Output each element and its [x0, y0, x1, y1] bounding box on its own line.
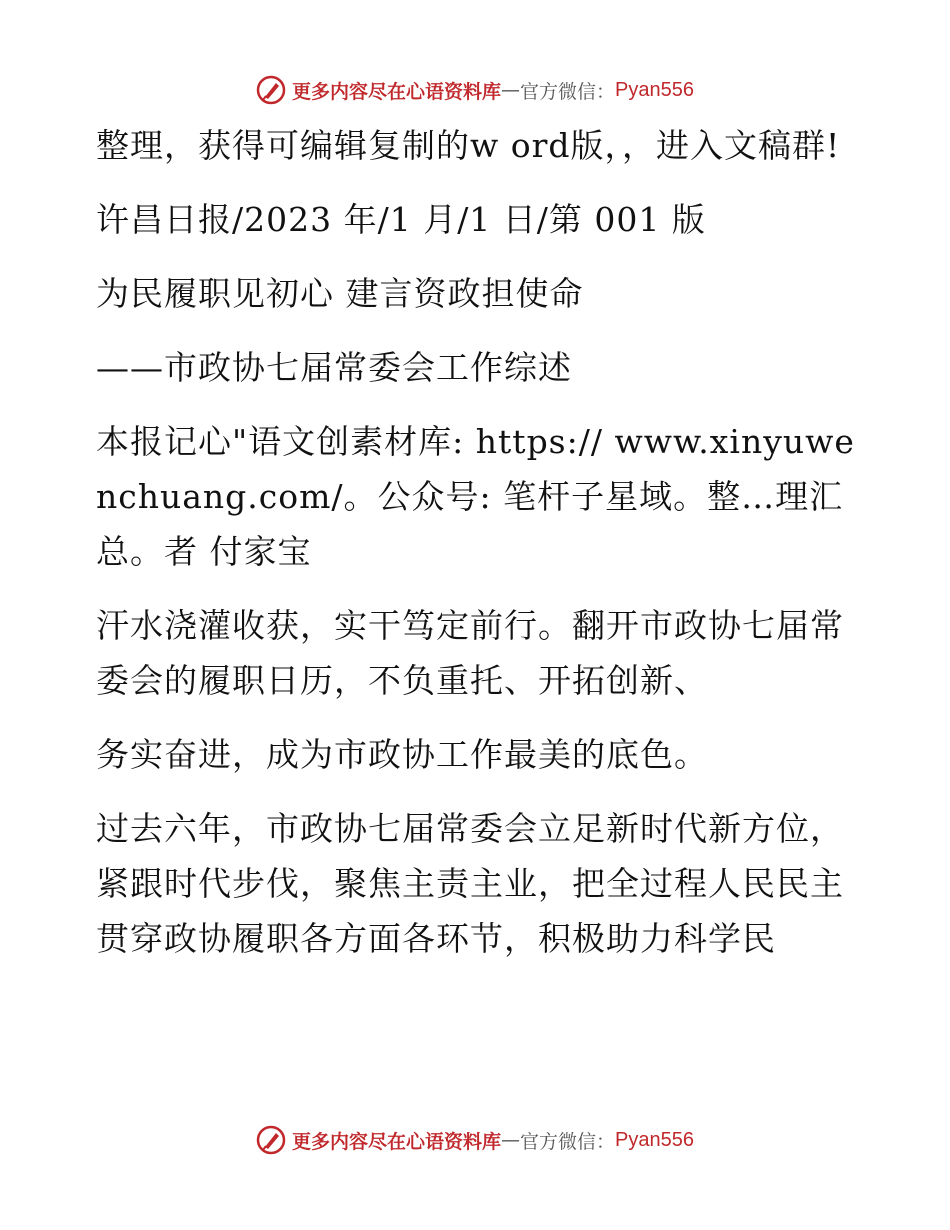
paragraph-body-3: 过去六年，市政协七届常委会立足新时代新方位，紧跟时代步伐，聚焦主责主业，把全过程人民民主贯穿政协履职各方面各环节，积极助力科学民 — [96, 809, 844, 958]
paragraph-byline: 本报记心"语文创素材库: https:// www.xinyuwenchuang.com/。公众号: 笔杆子星域。整…理汇总。者 付家宝 — [96, 422, 855, 571]
paragraph-source: 许昌日报/2023 年/1 月/1 日/第 001 版 — [96, 200, 706, 239]
banner-wechat-label: 官方微信： — [520, 1130, 616, 1153]
banner-wechat-id: Pyan556 — [615, 1128, 694, 1151]
banner-dash: — — [501, 1129, 521, 1151]
banner-main-text: 更多内容尽在心语资料库 — [292, 1130, 502, 1153]
banner-dash: — — [501, 79, 521, 101]
paragraph-title: 为民履职见初心 建言资政担使命 — [96, 274, 584, 313]
paragraph-body-2: 务实奋进，成为市政协工作最美的底色。 — [96, 735, 708, 774]
banner-wechat-id: Pyan556 — [615, 78, 694, 101]
banner-wechat-label: 官方微信： — [520, 80, 616, 103]
footer-watermark-banner — [0, 1120, 950, 1160]
header-watermark-banner — [0, 70, 950, 110]
paragraph-intro: 整理，获得可编辑复制的w ord版，，进入文稿群! — [96, 126, 841, 165]
quill-pen-logo-icon — [256, 75, 286, 105]
document-body — [96, 118, 866, 985]
quill-pen-logo-icon — [256, 1125, 286, 1155]
banner-main-text: 更多内容尽在心语资料库 — [292, 80, 502, 103]
paragraph-subtitle: ——市政协七届常委会工作综述 — [96, 348, 572, 387]
paragraph-body-1: 汗水浇灌收获，实干笃定前行。翻开市政协七届常委会的履职日历，不负重托、开拓创新、 — [96, 606, 844, 700]
